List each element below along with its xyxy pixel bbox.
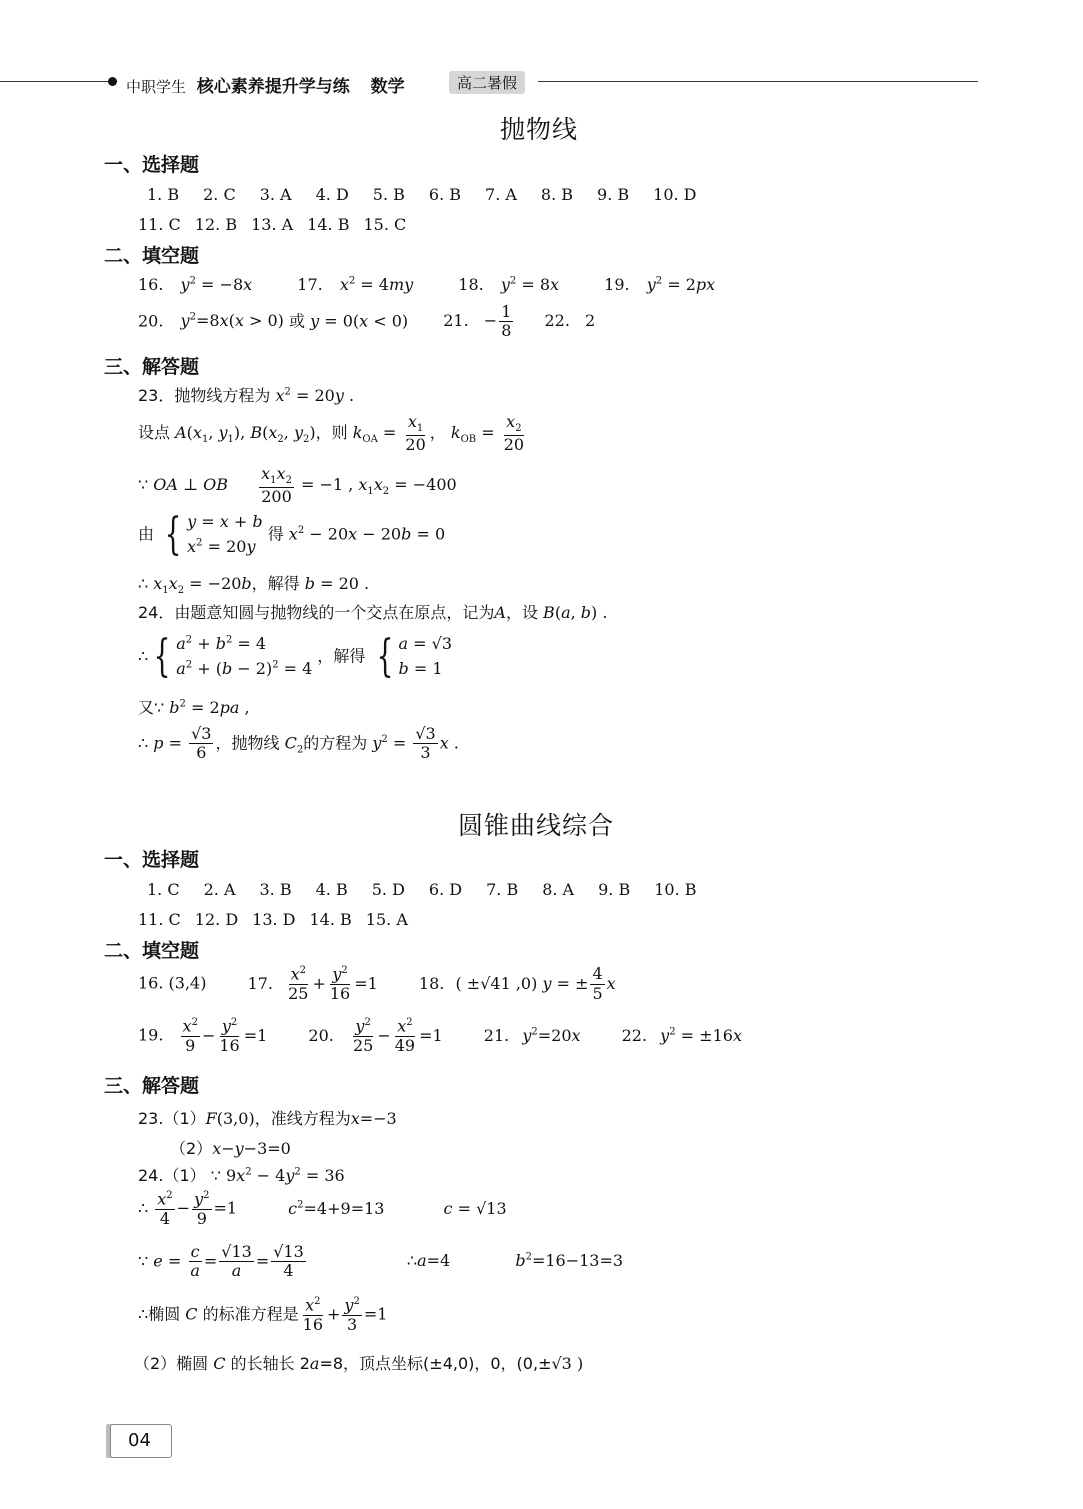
answer: 4. D <box>315 185 349 204</box>
header-left: 中职学生 <box>126 78 187 96</box>
fill-16: 16. (3,4) <box>138 973 207 993</box>
answer: 13. A <box>251 215 294 234</box>
answer: 1. B <box>147 185 180 204</box>
answer: 9. B <box>598 880 631 899</box>
answer: 10. D <box>653 185 697 204</box>
p24-eq2: 的方程为 <box>303 733 368 753</box>
answer: 5. B <box>372 185 405 204</box>
c24-2: （2）椭圆 <box>134 1354 209 1373</box>
c23-line2: （2）x−y−3=0 <box>170 1139 291 1158</box>
parabola-mc-row1 <box>147 185 697 204</box>
p23-line2: 设点 $A(x_1$, $y_1$), $B(x_2$, $y_2$)，则 $k_{OA}$ = $\frac{x_1}{20}$ ， $k_{OB}$ = $\frac{x_2}{20}$ <box>138 412 525 454</box>
fill-21: 21. <box>443 311 469 331</box>
c24-line5: （2）椭圆 C 的长轴长 2a=8，顶点坐标(±4,0)，0，(0,±√3 ) <box>134 1354 584 1373</box>
p23-by: 由 <box>138 524 155 544</box>
answer: 8. B <box>540 185 574 204</box>
p23-line4: 由 { y = x + b $x^2 = 20y$ 得 $x^2 - 20x - 20b = 0$ <box>138 508 446 560</box>
header-rule-right <box>538 81 978 82</box>
answer: 3. A <box>259 185 292 204</box>
fill-18: 18. <box>458 275 484 294</box>
p23-label: 23．抛物线方程为 <box>138 386 271 405</box>
p24-line4: ∴ p = $\frac{√3}{6}$ ，抛物线 $C_2$的方程为 $y^2$ = $\frac{√3}{3}$ x . <box>138 724 459 763</box>
p24-also: 又 <box>138 698 155 717</box>
c24-ellipse: 椭圆 <box>148 1304 181 1324</box>
fill-21: 21. <box>483 1025 510 1045</box>
answer: 12. D <box>194 910 239 929</box>
answer: 7. A <box>485 185 517 204</box>
answer: 6. D <box>428 880 463 899</box>
c24-line3: ∵ e = $\frac{c}{a}$ = $\frac{√13}{a}$ = $\frac{√13}{4}$ ∴a=4 $b^2=16-13=3$ <box>138 1242 624 1281</box>
conic-mc-row2 <box>138 910 408 929</box>
p23-get: 得 <box>267 524 284 544</box>
conic-fill-row2: 19. $\frac{x^2}{9}$ − $\frac{y^2}{16}$ =1 20. $\frac{y^2}{25}$ − $\frac{x^2}{49}$ =1 21. $y^2=20x$ 22. $y^2 = \pm 16x$ <box>138 1016 742 1055</box>
header-badge: 高二暑假 <box>449 71 525 94</box>
header-rule-left <box>0 81 110 82</box>
answer: 1. C <box>147 880 180 899</box>
answer: 12. B <box>194 215 238 234</box>
fill-22: 22. <box>621 1025 648 1045</box>
parabola-sec3: 三、解答题 <box>104 356 200 378</box>
c23-2: （2） <box>170 1139 213 1158</box>
c24-std: 的标准方程是 <box>202 1304 299 1324</box>
fill-20: 20. <box>308 1025 334 1045</box>
conic-sec2: 二、填空题 <box>104 940 200 962</box>
answer: 8. A <box>542 880 575 899</box>
conic-sec1: 一、选择题 <box>104 849 200 871</box>
c24-line2: ∴ $\frac{x^2}{4}$ − $\frac{y^2}{9}$ =1 $c^2=4+9=13$ c = √13 <box>138 1189 507 1228</box>
p23-solve: ，解得 <box>251 574 300 593</box>
fill-22: 22. <box>544 311 570 331</box>
answer: 11. C <box>138 215 181 234</box>
p23-setpt: 设点 <box>138 423 171 443</box>
fill-20-or: 或 <box>288 311 305 331</box>
p24-line3: 又∵ $b^2 = 2pa$ , <box>138 698 250 717</box>
answer: 3. B <box>259 880 292 899</box>
p23-line3: ∵ OA ⊥ OB $\frac{x_1x_2}{200}$ = −1 , $x_1x_2 = -400$ <box>138 464 457 506</box>
fill-19: 19. <box>138 1025 164 1045</box>
c24-line4: ∴椭圆 C 的标准方程是 $\frac{x^2}{16}$ + $\frac{y^2}{3}$ =1 <box>138 1295 388 1334</box>
header-bullet-icon <box>108 77 117 86</box>
parabola-fill-row1: 16. $y^2 = -8x$ 17. $x^2 = 4my$ 18. $y^2 = 8x$ 19. $y^2 = 2px$ <box>138 275 716 294</box>
answer: 4. B <box>315 880 348 899</box>
fill-17: 17. <box>297 275 323 294</box>
p23-line1: 23．抛物线方程为 $x^2 = 20y$ . <box>138 386 355 405</box>
fill-19: 19. <box>604 275 630 294</box>
c23-line1: 23.（1）F(3,0)，准线方程为x=−3 <box>138 1109 397 1128</box>
parabola-mc-row2 <box>138 215 406 234</box>
answer: 14. B <box>309 910 352 929</box>
fill-22-value: 2 <box>585 311 596 331</box>
parabola-title: 抛物线 <box>500 115 579 144</box>
parabola-fill-row2: 20. $y^2=8x(x > 0)$ 或 y = 0(x < 0) 21. − $\frac{1}{8}$ 22. 2 <box>138 302 596 341</box>
answer: 2. C <box>203 185 236 204</box>
parabola-sec1: 一、选择题 <box>104 154 200 176</box>
p23-line5: ∴ $x_1x_2 = -20b$，解得 b = 20 . <box>138 574 370 597</box>
header-subject: 数学 <box>370 77 405 97</box>
header-book: 核心素养提升学与练 <box>196 77 350 97</box>
p24-eq: ，抛物线 <box>215 733 280 753</box>
p24-line2: ∴ { $a^2 + b^2 = 4$ $a^2 + (b - 2)^2 = 4$ ，解得 { a = √3 b = 1 <box>138 630 453 682</box>
c23-1: 23.（1） <box>138 1109 206 1128</box>
p23-then: ，则 <box>315 423 348 443</box>
fill-18: 18. <box>418 973 445 993</box>
answer: 2. A <box>203 880 236 899</box>
conic-mc-row1 <box>147 880 697 899</box>
answer: 10. B <box>654 880 697 899</box>
p24-text: 24．由题意知圆与抛物线的一个交点在原点，记为 <box>138 603 495 622</box>
c24-2b: 的长轴长 2 <box>230 1354 310 1373</box>
answer: 11. C <box>138 910 181 929</box>
c23-1b: ，准线方程为 <box>254 1109 351 1128</box>
answer: 15. C <box>363 215 407 234</box>
conic-sec3: 三、解答题 <box>104 1075 200 1097</box>
parabola-sec2: 二、填空题 <box>104 245 200 267</box>
p24-solve: ，解得 <box>317 646 366 666</box>
c24-line1: 24.（1） ∵ $9x^2 - 4y^2 = 36$ <box>138 1166 345 1185</box>
conic-title: 圆锥曲线综合 <box>458 811 615 840</box>
page-number: 04 <box>128 1430 151 1451</box>
p24-line1: 24．由题意知圆与抛物线的一个交点在原点，记为A，设 B(a, b) . <box>138 603 608 622</box>
fill-16: 16. <box>138 275 164 294</box>
answer: 6. B <box>428 185 462 204</box>
p24-set: ，设 <box>505 603 538 622</box>
answer: 14. B <box>307 215 350 234</box>
answer: 5. D <box>371 880 405 899</box>
answer: 9. B <box>597 185 630 204</box>
conic-fill-row1: 16. (3,4) 17. $\frac{x^2}{25}$ + $\frac{y^2}{16}$ =1 18. ( ±√41 ,0) y = ± $\frac{4}{5}$ x <box>138 964 616 1003</box>
c24-1: 24.（1） <box>138 1166 206 1185</box>
answer: 15. A <box>365 910 408 929</box>
answer: 13. D <box>252 910 296 929</box>
fill-20: 20. <box>138 311 164 331</box>
answer: 7. B <box>486 880 519 899</box>
header-series <box>126 72 405 97</box>
fill-17: 17. <box>247 973 274 993</box>
c24-2c: =8，顶点坐标(±4,0)，0，(0,± <box>319 1354 552 1373</box>
